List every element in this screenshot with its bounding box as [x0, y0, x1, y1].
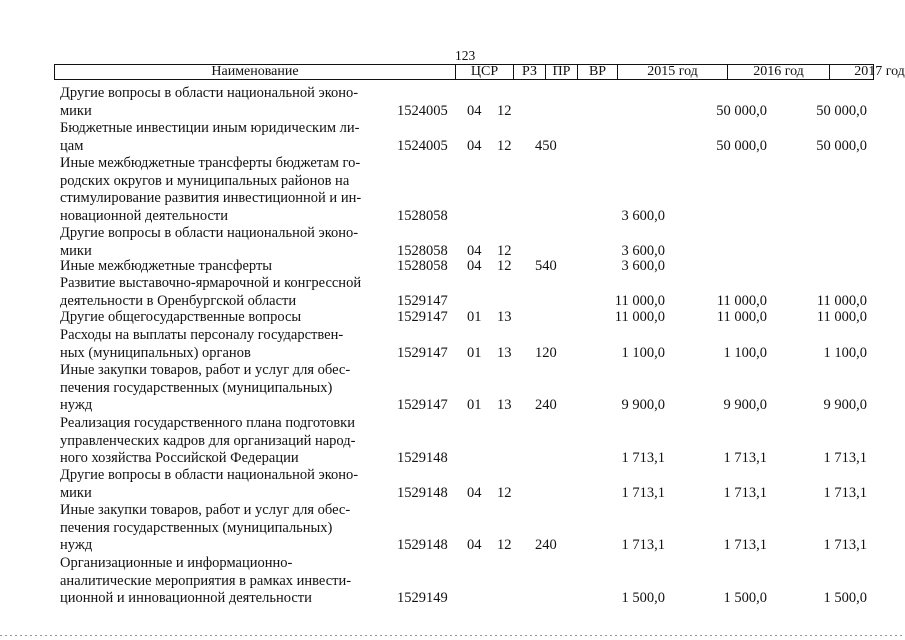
cell-csr: 1528058: [397, 207, 448, 224]
cell-y2017: 1 713,1: [823, 450, 867, 466]
cell-pr: 12: [497, 102, 512, 119]
cell-y2017: 50 000,0: [816, 137, 867, 154]
cell-y2017: 50 000,0: [816, 102, 867, 119]
cell-csr: 1524005: [397, 102, 448, 119]
header-csr: ЦСР: [455, 65, 513, 79]
cell-pr: 12: [497, 484, 512, 501]
row-name-line: Другие вопросы в области национальной эконо-: [60, 225, 359, 241]
row-name-line: Другие вопросы в области национальной эконо-: [60, 85, 359, 101]
cell-y2017: 9 900,0: [823, 397, 867, 413]
cell-y2015: 1 500,0: [621, 590, 665, 606]
row-name-line: управленческих кадров для организаций народ-: [60, 432, 356, 449]
cell-y2015: 9 900,0: [621, 397, 665, 413]
cell-vr: 240: [535, 537, 557, 553]
row-name-line: стимулирование развития инвестиционной и ин-: [60, 190, 362, 206]
cell-rz: 04: [467, 102, 482, 119]
row-name-line: Развитие выставочно-ярмарочной и конгрессной: [60, 275, 362, 291]
row-name-line: Организационные и информационно-: [60, 555, 293, 571]
row-name-line: ционной и инновационной деятельности: [60, 590, 312, 606]
cell-y2017: 11 000,0: [816, 309, 867, 325]
cell-pr: 12: [497, 537, 512, 553]
cell-rz: 04: [467, 484, 482, 501]
cell-y2016: 1 713,1: [723, 537, 767, 553]
header-pr: ПР: [545, 65, 577, 79]
cell-y2016: 1 713,1: [723, 450, 767, 466]
cell-csr: 1528058: [397, 242, 448, 259]
row-name-line: Иные межбюджетные трансферты: [60, 258, 273, 274]
row-name-line: Другие общегосударственные вопросы: [60, 309, 302, 325]
row-name-line: Бюджетные инвестиции иным юридическим ли-: [60, 120, 360, 136]
cell-y2017: 1 713,1: [823, 484, 867, 501]
cell-y2016: 50 000,0: [716, 102, 767, 119]
cell-pr: 13: [497, 397, 512, 413]
cell-y2017: 1 500,0: [823, 590, 867, 606]
cell-csr: 1529147: [397, 292, 448, 309]
header-vr: ВР: [577, 65, 617, 79]
row-name-line: цам: [60, 137, 84, 154]
cell-csr: 1529149: [397, 590, 448, 606]
row-name-line: Иные закупки товаров, работ и услуг для обес-: [60, 502, 351, 518]
cell-y2016: 1 713,1: [723, 484, 767, 501]
row-name-line: ного хозяйства Российской Федерации: [60, 450, 299, 466]
cell-y2015: 1 713,1: [621, 537, 665, 553]
cell-rz: 04: [467, 258, 482, 274]
row-name-line: мики: [60, 242, 92, 259]
row-name-line: Расходы на выплаты персоналу государствен-: [60, 327, 344, 343]
cell-pr: 12: [497, 258, 512, 274]
header-rz: РЗ: [513, 65, 545, 79]
cell-y2016: 11 000,0: [716, 309, 767, 325]
cell-csr: 1524005: [397, 137, 448, 154]
scan-edge: [0, 635, 905, 636]
row-name-line: нужд: [60, 397, 93, 413]
row-name-line: печения государственных (муниципальных): [60, 379, 333, 396]
row-name-line: аналитические мероприятия в рамках инвести-: [60, 572, 352, 589]
cell-pr: 12: [497, 137, 512, 154]
cell-csr: 1529147: [397, 397, 448, 413]
cell-y2016: 1 100,0: [723, 344, 767, 361]
cell-rz: 01: [467, 309, 482, 325]
header-2016: 2016 год: [727, 65, 829, 79]
cell-y2015: 3 600,0: [621, 207, 665, 224]
row-name-line: мики: [60, 102, 92, 119]
table-header: [54, 64, 905, 80]
cell-y2016: 9 900,0: [723, 397, 767, 413]
row-name-line: нужд: [60, 537, 93, 553]
cell-vr: 120: [535, 344, 557, 361]
cell-rz: 04: [467, 242, 482, 259]
header-2017: 2017 год: [829, 65, 905, 79]
cell-csr: 1528058: [397, 258, 448, 274]
cell-y2017: 1 713,1: [823, 537, 867, 553]
row-name-line: Реализация государственного плана подготовки: [60, 415, 355, 431]
row-name-line: родских округов и муниципальных районов на: [60, 172, 350, 189]
cell-vr: 450: [535, 137, 557, 154]
cell-y2015: 1 100,0: [621, 344, 665, 361]
cell-rz: 04: [467, 537, 482, 553]
cell-rz: 04: [467, 137, 482, 154]
cell-rz: 01: [467, 344, 482, 361]
cell-y2016: 1 500,0: [723, 590, 767, 606]
cell-y2017: 11 000,0: [816, 292, 867, 309]
cell-y2015: 3 600,0: [621, 242, 665, 259]
cell-vr: 540: [535, 258, 557, 274]
row-name-line: печения государственных (муниципальных): [60, 519, 333, 536]
header-2015: 2015 год: [617, 65, 727, 79]
cell-y2015: 1 713,1: [621, 450, 665, 466]
row-name-line: новационной деятельности: [60, 207, 229, 224]
cell-csr: 1529147: [397, 344, 448, 361]
cell-y2015: 1 713,1: [621, 484, 665, 501]
row-name-line: Иные межбюджетные трансферты бюджетам го-: [60, 155, 361, 171]
cell-pr: 13: [497, 309, 512, 325]
cell-csr: 1529148: [397, 484, 448, 501]
cell-y2016: 50 000,0: [716, 137, 767, 154]
row-name-line: деятельности в Оренбургской области: [60, 292, 297, 309]
cell-pr: 13: [497, 344, 512, 361]
cell-csr: 1529147: [397, 309, 448, 325]
cell-vr: 240: [535, 397, 557, 413]
cell-y2016: 11 000,0: [716, 292, 767, 309]
cell-y2015: 11 000,0: [614, 309, 665, 325]
cell-pr: 12: [497, 242, 512, 259]
row-name-line: Другие вопросы в области национальной эконо-: [60, 467, 359, 483]
cell-csr: 1529148: [397, 450, 448, 466]
cell-csr: 1529148: [397, 537, 448, 553]
cell-rz: 01: [467, 397, 482, 413]
cell-y2015: 3 600,0: [621, 258, 665, 274]
row-name-line: Иные закупки товаров, работ и услуг для обес-: [60, 362, 351, 378]
header-name: Наименование: [211, 64, 299, 79]
cell-y2017: 1 100,0: [823, 344, 867, 361]
cell-y2015: 11 000,0: [614, 292, 665, 309]
row-name-line: мики: [60, 484, 92, 501]
row-name-line: ных (муниципальных) органов: [60, 344, 251, 361]
page-number: 123: [455, 48, 476, 63]
